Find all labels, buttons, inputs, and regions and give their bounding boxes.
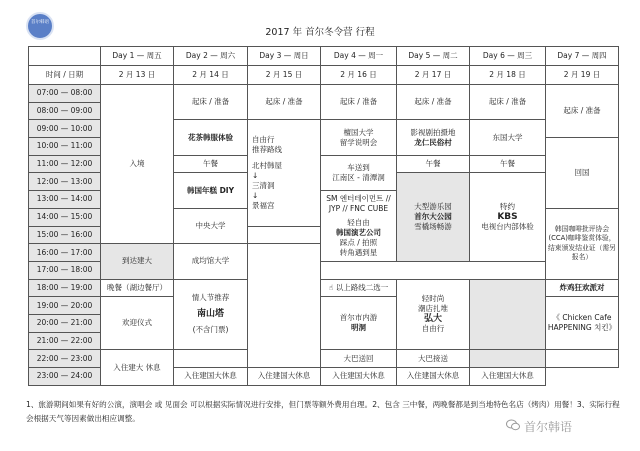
day-header: Day 5 — 周二	[397, 47, 470, 66]
schedule-text: 自由行	[421, 324, 445, 334]
schedule-text: 踩点 / 拍照	[339, 238, 378, 247]
schedule-cell	[248, 244, 321, 368]
schedule-text: 转角遇到星	[339, 248, 378, 257]
schedule-cell: 大巴送回	[321, 350, 397, 368]
time-cell: 08:00 — 09:00	[29, 102, 101, 120]
schedule-cell: 入住建国大休息	[397, 368, 470, 386]
time-header: 时间 / 日期	[29, 66, 101, 85]
schedule-cell	[470, 350, 546, 368]
schedule-cell: 起床 / 准备	[248, 85, 321, 120]
schedule-cell	[546, 350, 619, 368]
time-cell: 18:00 — 19:00	[29, 279, 101, 297]
pointing-hand-icon: ☝	[328, 282, 334, 292]
schedule-cell	[248, 120, 321, 226]
day-header: Day 2 — 周六	[174, 47, 248, 66]
schedule-cell: 入住建大 休息	[101, 350, 174, 385]
time-cell: 10:00 — 11:00	[29, 138, 101, 156]
arrow-down-icon: ↓	[252, 190, 259, 200]
schedule-cell: 回国	[546, 138, 619, 209]
table-row	[29, 279, 619, 297]
schedule-table	[28, 46, 619, 386]
schedule-text: (不含门票)	[192, 325, 229, 335]
day-header: Day 1 — 周五	[101, 47, 174, 66]
day-header: Day 4 — 周一	[321, 47, 397, 66]
date-header: 2 月 19 日	[546, 66, 619, 85]
schedule-cell	[174, 279, 248, 350]
day-header: Day 7 — 周四	[546, 47, 619, 66]
schedule-text: 三清洞	[252, 180, 275, 190]
schedule-text: 自由行	[252, 134, 275, 144]
time-cell: 21:00 — 22:00	[29, 332, 101, 350]
schedule-cell	[470, 173, 546, 261]
schedule-cell: 入住建国大休息	[321, 368, 397, 386]
schedule-cell	[470, 279, 546, 350]
schedule-cell	[321, 191, 397, 262]
header-date-row	[29, 66, 619, 85]
schedule-text: 电视台内部体验	[481, 222, 534, 232]
table-row	[29, 85, 619, 103]
time-cell: 15:00 — 16:00	[29, 226, 101, 244]
schedule-cell: 午餐	[397, 155, 470, 173]
date-header: 2 月 15 日	[248, 66, 321, 85]
schedule-cell: 入住建国大休息	[470, 368, 546, 386]
schedule-text: 龙仁民俗村	[414, 137, 452, 147]
schedule-cell: 起床 / 准备	[470, 85, 546, 120]
schedule-text: 首尔市内游	[339, 313, 378, 323]
schedule-cell: 入境	[101, 85, 174, 244]
time-cell: 20:00 — 21:00	[29, 314, 101, 332]
time-cell: 22:00 — 23:00	[29, 350, 101, 368]
schedule-text: 弘大	[423, 314, 442, 325]
schedule-cell: 中央大学	[174, 208, 248, 243]
time-cell: 13:00 — 14:00	[29, 191, 101, 209]
schedule-cell: 起床 / 准备	[397, 85, 470, 120]
wechat-icon	[506, 419, 520, 431]
schedule-text: 推荐路线	[252, 144, 282, 154]
time-cell: 16:00 — 17:00	[29, 244, 101, 262]
watermark: 首尔韩语	[524, 420, 573, 434]
schedule-cell: 韩国年糕 DIY	[174, 173, 248, 208]
header-day-row	[29, 47, 619, 66]
schedule-cell	[397, 279, 470, 350]
schedule-text: 特约	[500, 202, 515, 212]
corner-cell	[29, 47, 101, 66]
schedule-cell: 《 Chicken Cafe HAPPENING 치킨》	[546, 297, 619, 350]
time-cell: 09:00 — 10:00	[29, 120, 101, 138]
arrow-down-icon: ↓	[252, 170, 259, 180]
schedule-text: 情人节推荐	[191, 293, 230, 303]
schedule-text: SM 엔터테이먼트 // JYP // FNC CUBE	[326, 194, 391, 213]
date-header: 2 月 17 日	[397, 66, 470, 85]
schedule-text: KBS	[497, 212, 518, 223]
page-title: 2017 年 首尔冬令营 行程	[265, 27, 375, 38]
schedule-text: 车送到	[347, 162, 370, 172]
schedule-cell: 成均馆大学	[174, 244, 248, 279]
schedule-cell	[321, 297, 397, 350]
time-cell: 23:00 — 24:00	[29, 368, 101, 386]
schedule-cell: 晚餐（湖边餐厅）	[101, 279, 174, 297]
date-header: 2 月 13 日	[101, 66, 174, 85]
schedule-text: 雪橇场畅游	[414, 222, 452, 232]
schedule-text: 韩国演艺公司	[336, 228, 381, 237]
schedule-text: 景福宫	[252, 200, 275, 210]
date-header: 2 月 14 日	[174, 66, 248, 85]
schedule-text: 以上路线二选一	[335, 282, 389, 292]
schedule-text: 檀国大学	[343, 127, 374, 137]
schedule-text: 潮店扎堆	[418, 304, 448, 314]
schedule-text: 留学说明会	[339, 137, 378, 147]
schedule-cell	[321, 279, 397, 297]
time-cell: 11:00 — 12:00	[29, 155, 101, 173]
schedule-text: 南山塔	[196, 309, 224, 320]
schedule-cell: 入住建国大休息	[248, 368, 321, 386]
schedule-cell: 欢迎仪式	[101, 297, 174, 350]
schedule-cell: 到达建大	[101, 244, 174, 279]
time-cell: 14:00 — 15:00	[29, 208, 101, 226]
date-header: 2 月 18 日	[470, 66, 546, 85]
schedule-text: 江南区 - 清潭洞	[332, 172, 385, 182]
schedule-cell	[397, 120, 470, 155]
schedule-text: 首尔大公园	[414, 212, 452, 222]
schedule-cell: 韩国咖啡批评协会(CCA)咖啡鉴赏体验，结束颁发结业证（需另报名）	[546, 208, 619, 279]
schedule-cell	[397, 173, 470, 261]
schedule-cell: 花茶韩服体验	[174, 120, 248, 155]
time-cell: 17:00 — 18:00	[29, 261, 101, 279]
schedule-cell: 起床 / 准备	[321, 85, 397, 120]
schedule-cell: 起床 / 准备	[174, 85, 248, 120]
day-header: Day 3 — 周日	[248, 47, 321, 66]
schedule-cell: 午餐	[174, 155, 248, 173]
brand-logo-text: 首尔韩语	[31, 20, 49, 25]
schedule-text: 轻时尚	[421, 294, 445, 304]
schedule-cell	[321, 155, 397, 190]
time-cell: 12:00 — 13:00	[29, 173, 101, 191]
schedule-text: 明洞	[351, 323, 366, 333]
date-header: 2 月 16 日	[321, 66, 397, 85]
schedule-cell: 入住建国大休息	[174, 368, 248, 386]
schedule-cell: 东国大学	[470, 120, 546, 155]
schedule-cell	[174, 350, 248, 368]
time-cell: 19:00 — 20:00	[29, 297, 101, 315]
schedule-cell: 起床 / 准备	[546, 85, 619, 138]
time-cell: 07:00 — 08:00	[29, 85, 101, 103]
schedule-cell: 炸鸡狂欢派对	[546, 279, 619, 297]
table-row	[29, 350, 619, 368]
schedule-cell: 大巴接送	[397, 350, 470, 368]
schedule-text: 轻自由	[347, 218, 370, 227]
schedule-text: 影视剧拍摄地	[410, 127, 456, 137]
footnote: 1、旅游期间如果有好的公演，演唱会 或 见面会 可以根据实际情况进行安排，但门票等额外费用自理。2、包含 三中餐，两晚餐都是到当地特色名店（烤肉）用餐！3、实际行程会根据天气等因素做出相应调整。	[26, 400, 620, 423]
schedule-text: 大型游乐园	[414, 202, 452, 212]
schedule-cell	[321, 120, 397, 155]
schedule-cell: 午餐	[470, 155, 546, 173]
schedule-text: 北村韩屋	[252, 160, 282, 170]
day-header: Day 6 — 周三	[470, 47, 546, 66]
